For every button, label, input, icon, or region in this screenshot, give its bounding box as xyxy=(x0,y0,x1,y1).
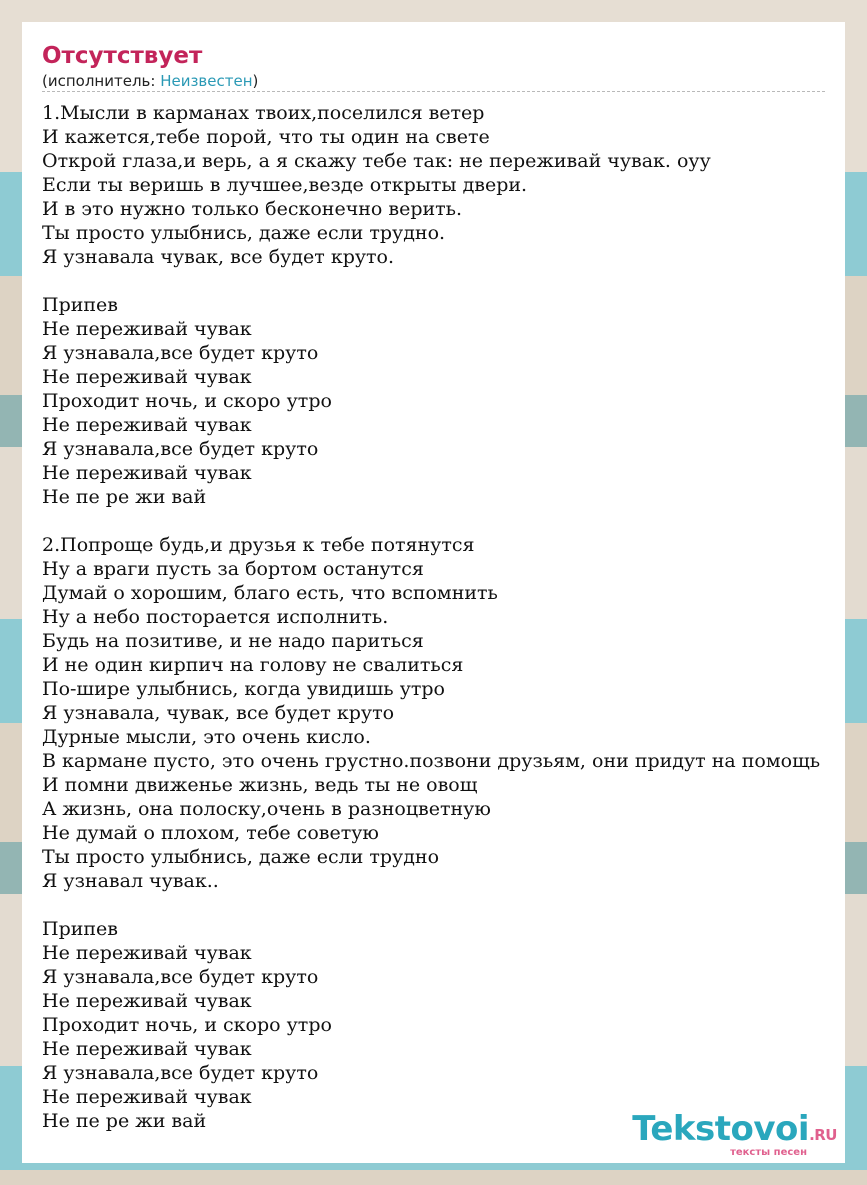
lyric-line: По-шире улыбнись, когда увидишь утро xyxy=(42,678,445,700)
site-logo[interactable] xyxy=(632,1111,837,1159)
logo-suffix: .RU xyxy=(809,1126,837,1144)
lyric-line: Я узнавала чувак, все будет круто. xyxy=(42,246,395,268)
lyric-line: В кармане пусто, это очень грустно.позвони друзьям, они придут на помощь xyxy=(42,750,821,772)
lyric-line: И не один кирпич на голову не свалиться xyxy=(42,654,464,676)
lyric-line: Не переживай чувак xyxy=(42,1038,252,1060)
lyric-line: А жизнь, она полоску,очень в разноцветную xyxy=(42,798,491,820)
lyric-line: Не переживай чувак xyxy=(42,990,252,1012)
lyric-line: Ты просто улыбнись, даже если трудно xyxy=(42,846,440,868)
lyric-line: Не переживай чувак xyxy=(42,462,252,484)
lyric-line: Думай о хорошим, благо есть, что вспомнить xyxy=(42,582,498,604)
lyric-line: Не переживай чувак xyxy=(42,1086,252,1108)
lyric-line: Я узнавала,все будет круто xyxy=(42,966,319,988)
lyric-line: Ну а враги пусть за бортом останутся xyxy=(42,558,424,580)
lyric-line: Я узнавала,все будет круто xyxy=(42,438,319,460)
lyric-line: И кажется,тебе порой, что ты один на свете xyxy=(42,126,490,148)
lyric-line: Не думай о плохом, тебе советую xyxy=(42,822,379,844)
lyric-line xyxy=(42,269,845,293)
song-title: Отсутствует xyxy=(42,43,203,69)
lyric-line: Не переживай чувак xyxy=(42,366,252,388)
lyric-line: И помни движенье жизнь, ведь ты не овощ xyxy=(42,774,478,796)
lyric-line: Ну а небо посторается исполнить. xyxy=(42,606,389,628)
lyric-line: Я узнавала,все будет круто xyxy=(42,342,319,364)
lyric-line: Ты просто улыбнись, даже если трудно. xyxy=(42,222,446,244)
artist-suffix: ) xyxy=(252,72,259,90)
lyric-line: Дурные мысли, это очень кисло. xyxy=(42,726,371,748)
lyric-line xyxy=(42,509,845,533)
lyric-line: Не переживай чувак xyxy=(42,414,252,436)
lyric-line: Проходит ночь, и скоро утро xyxy=(42,390,332,412)
artist-line xyxy=(42,71,825,92)
lyric-line: Я узнавала, чувак, все будет круто xyxy=(42,702,395,724)
artist-link[interactable]: Неизвестен xyxy=(160,72,253,90)
lyric-line: Не переживай чувак xyxy=(42,318,252,340)
lyric-line: Если ты веришь в лучшее,везде открыты двери. xyxy=(42,174,528,196)
lyric-line xyxy=(42,893,845,917)
lyric-line: Не пе ре жи вай xyxy=(42,1110,207,1132)
lyric-line: Припев xyxy=(42,294,118,316)
lyric-line: И в это нужно только бесконечно верить. xyxy=(42,198,463,220)
lyric-line: Проходит ночь, и скоро утро xyxy=(42,1014,332,1036)
lyric-line: Припев xyxy=(42,918,118,940)
lyrics-text xyxy=(42,101,845,1133)
lyric-line: Я узнавала,все будет круто xyxy=(42,1062,319,1084)
lyric-line: Не пе ре жи вай xyxy=(42,486,207,508)
lyric-line: 1.Мысли в карманах твоих,поселился ветер xyxy=(42,102,485,124)
lyric-line: 2.Попроще будь,и друзья к тебе потянутся xyxy=(42,534,475,556)
lyric-line: Я узнавал чувак.. xyxy=(42,870,219,892)
artist-prefix: (исполнитель: xyxy=(42,72,161,90)
lyric-line: Открой глаза,и верь, а я скажу тебе так: не переживай чувак. оуу xyxy=(42,150,711,172)
lyric-line: Будь на позитиве, и не надо париться xyxy=(42,630,424,652)
logo-tagline: тексты песен xyxy=(730,1147,807,1158)
lyrics-page xyxy=(22,22,845,1163)
logo-text: Tekstovoi xyxy=(632,1109,810,1149)
lyric-line: Не переживай чувак xyxy=(42,942,252,964)
